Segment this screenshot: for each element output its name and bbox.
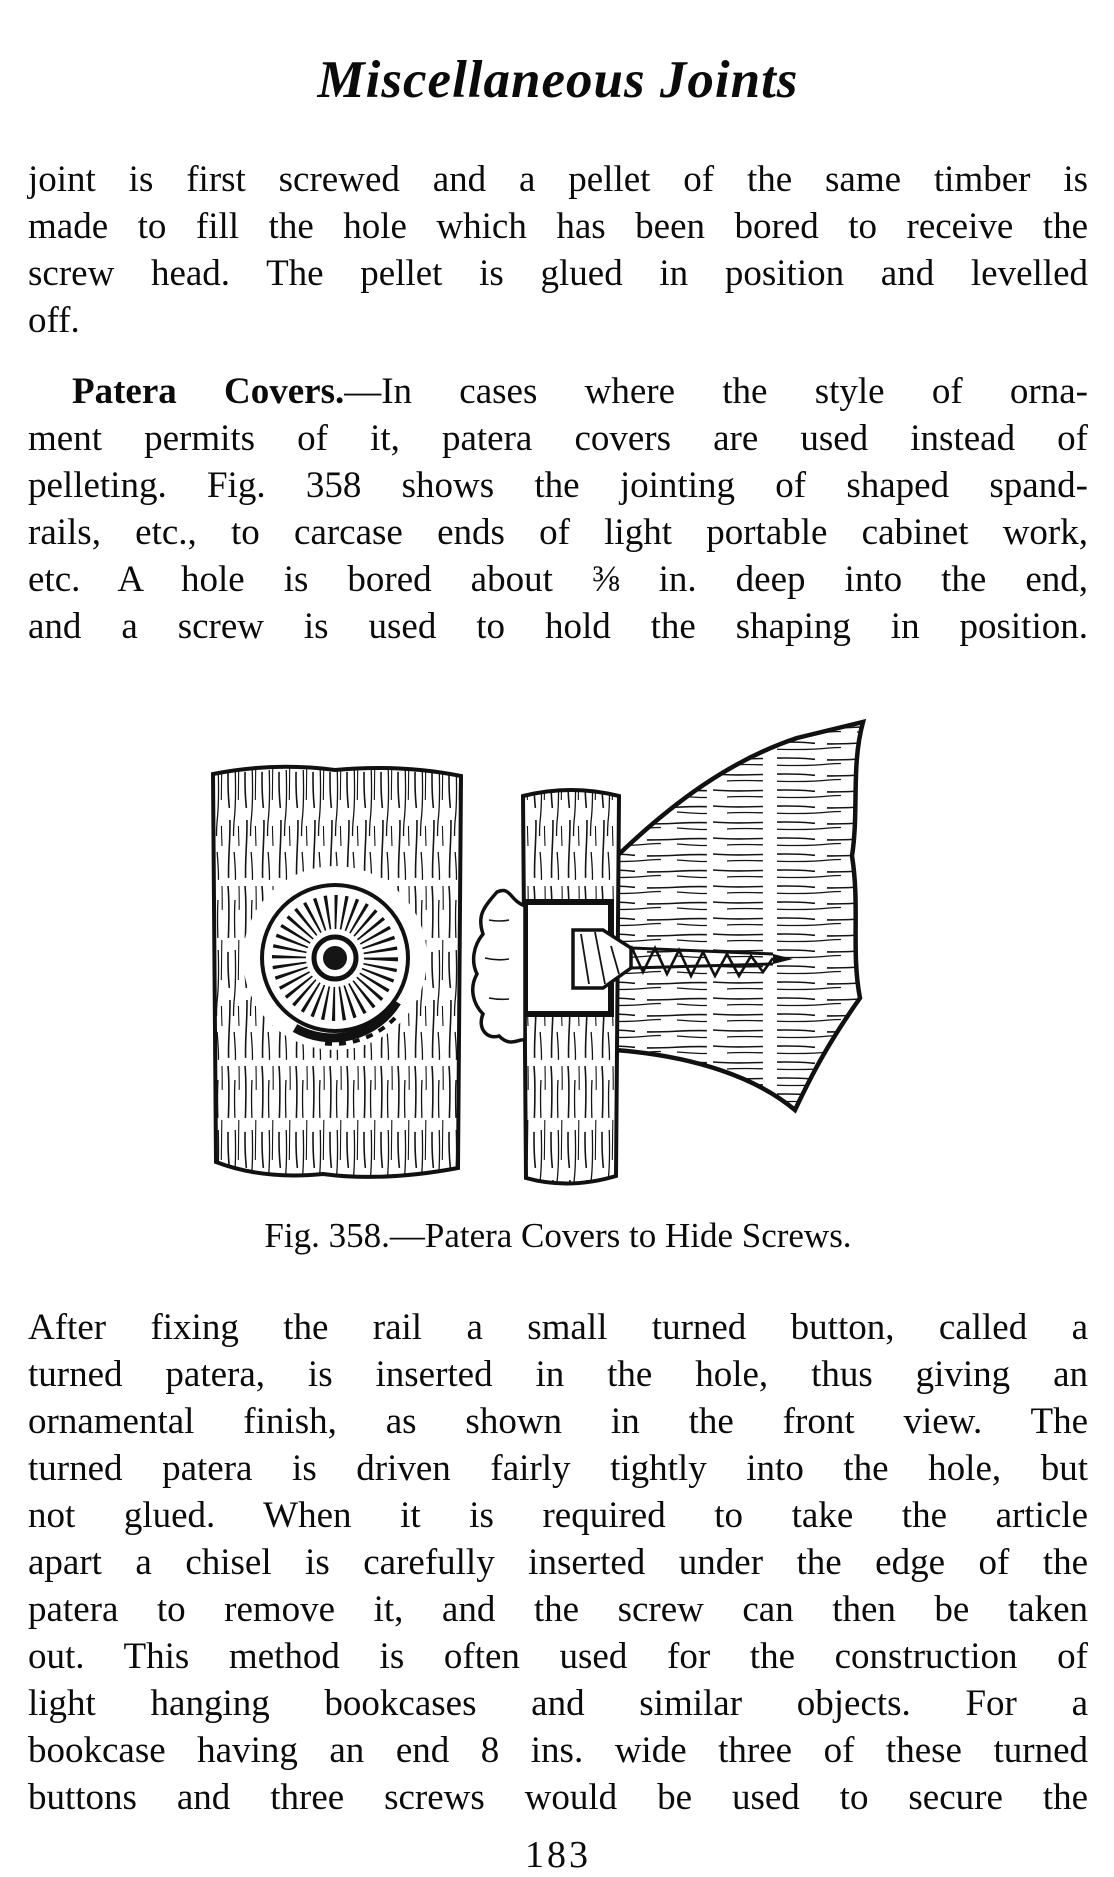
paragraph-3 xyxy=(28,1304,1088,1821)
text-line: patera to remove it, and the screw can then be taken xyxy=(28,1589,1088,1630)
page-title: Miscellaneous Joints xyxy=(317,51,799,109)
text-line: screw head. The pellet is glued in position and levelled xyxy=(28,253,1088,294)
text-line: ment permits of it, patera covers are used instead of xyxy=(28,418,1088,459)
text-line: not glued. When it is required to take the article xyxy=(28,1495,1088,1536)
spandrel-rail xyxy=(615,722,863,1110)
front-view-board xyxy=(213,767,461,1177)
text-line: pelleting. Fig. 358 shows the jointing of shaped spand- xyxy=(28,465,1088,506)
text-line: etc. A hole is bored about ⅜ in. deep into the end, xyxy=(28,559,1088,600)
text-line: made to fill the hole which has been bored to receive the xyxy=(28,206,1088,247)
figure-caption: Fig. 358.—Patera Covers to Hide Screws. xyxy=(264,1216,852,1255)
figure-358 xyxy=(28,706,1088,1256)
patera-side-profile xyxy=(473,891,525,1042)
text-line: and a screw is used to hold the shaping in position. xyxy=(28,606,1088,647)
text-line: turned patera, is inserted in the hole, thus giving an xyxy=(28,1354,1088,1395)
text-line: bookcase having an end 8 ins. wide three of these turned xyxy=(28,1730,1088,1771)
text-line: joint is first screwed and a pellet of the same timber is xyxy=(28,159,1088,200)
text-line: ornamental finish, as shown in the front view. The xyxy=(28,1401,1088,1442)
paragraph-1 xyxy=(28,156,1088,344)
text-line: apart a chisel is carefully inserted under the edge of the xyxy=(28,1542,1088,1583)
paragraph-2 xyxy=(28,368,1088,650)
patera-covers-illustration xyxy=(173,706,943,1188)
patera-front-view xyxy=(243,866,427,1050)
text-line: rails, etc., to carcase ends of light portable cabinet work, xyxy=(28,512,1088,553)
text-line: light hanging bookcases and similar objects. For a xyxy=(28,1683,1088,1724)
text-line: buttons and three screws would be used to secure the xyxy=(28,1777,1088,1818)
cross-section-view xyxy=(473,722,863,1184)
run-in-heading: Patera Covers. xyxy=(72,371,345,412)
text-line: off. xyxy=(28,300,80,341)
page-number: 183 xyxy=(525,1834,591,1876)
text-line: After fixing the rail a small turned button, called a xyxy=(28,1307,1088,1348)
text-line: turned patera is driven fairly tightly into the hole, but xyxy=(28,1448,1088,1489)
text-line: out. This method is often used for the construction of xyxy=(28,1636,1088,1677)
text-line xyxy=(28,368,1088,415)
text-run: —In cases where the style of orna- xyxy=(344,371,1088,412)
